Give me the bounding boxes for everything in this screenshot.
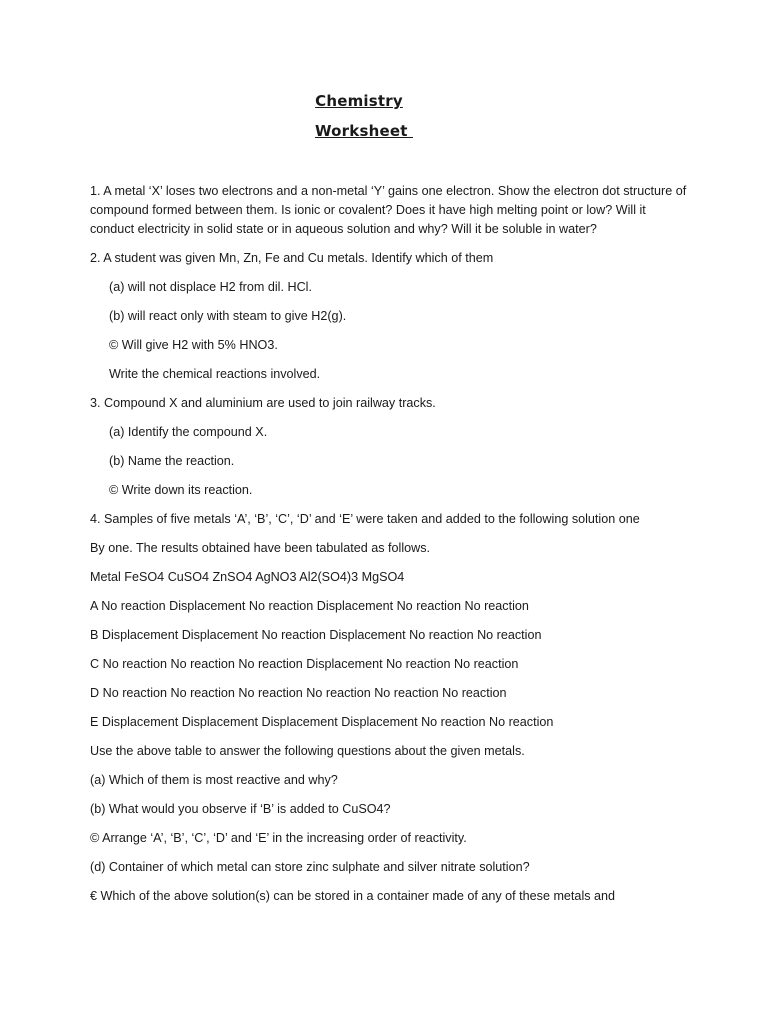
table-row-e: E Displacement Displacement Displacement Displacement No reaction No reaction [90,715,554,729]
table-row-d: D No reaction No reaction No reaction No reaction No reaction No reaction [90,686,507,700]
question-4-part-e: € Which of the above solution(s) can be stored in a container made of any of these metals and [90,889,616,903]
table-row-b: B Displacement Displacement No reaction Displacement No reaction No reaction [90,628,542,642]
question-4-part-d: (d) Container of which metal can store zinc sulphate and silver nitrate solution? [90,860,530,874]
table-row-c: C No reaction No reaction No reaction Displacement No reaction No reaction [90,657,519,671]
title-worksheet: Worksheet [314,122,414,140]
question-3-part-a: (a) Identify the compound X. [109,425,268,439]
question-2-intro: 2. A student was given Mn, Zn, Fe and Cu metals. Identify which of them [90,251,494,265]
question-2-part-b: (b) will react only with steam to give H2(g). [109,309,347,323]
question-4-instruction: Use the above table to answer the following questions about the given metals. [90,744,525,758]
question-2-part-c: © Will give H2 with 5% HNO3. [109,338,278,352]
question-4-intro-continued: By one. The results obtained have been tabulated as follows. [90,541,431,555]
question-3-part-c: © Write down its reaction. [109,483,253,497]
question-4-part-c: © Arrange ‘A’, ‘B’, ‘C’, ‘D’ and ‘E’ in the increasing order of reactivity. [90,831,467,845]
table-row-a: A No reaction Displacement No reaction Displacement No reaction No reaction [90,599,529,613]
question-1: 1. A metal ‘X’ loses two electrons and a non-metal ‘Y’ gains one electron. Show the electron dot structure of compound formed between them. Is ionic or covalent? Does it have high melting point or low? Will it conduct electricity in solid state or in aqueous solution and why? Will it be soluble in water? [90,184,687,236]
question-4-part-b: (b) What would you observe if ‘B’ is added to CuSO4? [90,802,391,816]
question-4-intro: 4. Samples of five metals ‘A’, ‘B’, ‘C’, ‘D’ and ‘E’ were taken and added to the following solution one [90,512,640,526]
question-2-instruction: Write the chemical reactions involved. [109,367,321,381]
table-header-row: Metal FeSO4 CuSO4 ZnSO4 AgNO3 Al2(SO4)3 MgSO4 [90,570,405,584]
title-chemistry: Chemistry [315,92,403,110]
question-2-part-a: (a) will not displace H2 from dil. HCl. [109,280,312,294]
question-3-part-b: (b) Name the reaction. [109,454,235,468]
question-3-intro: 3. Compound X and aluminium are used to join railway tracks. [90,396,436,410]
worksheet-body [90,182,690,916]
question-4-part-a: (a) Which of them is most reactive and why? [90,773,338,787]
